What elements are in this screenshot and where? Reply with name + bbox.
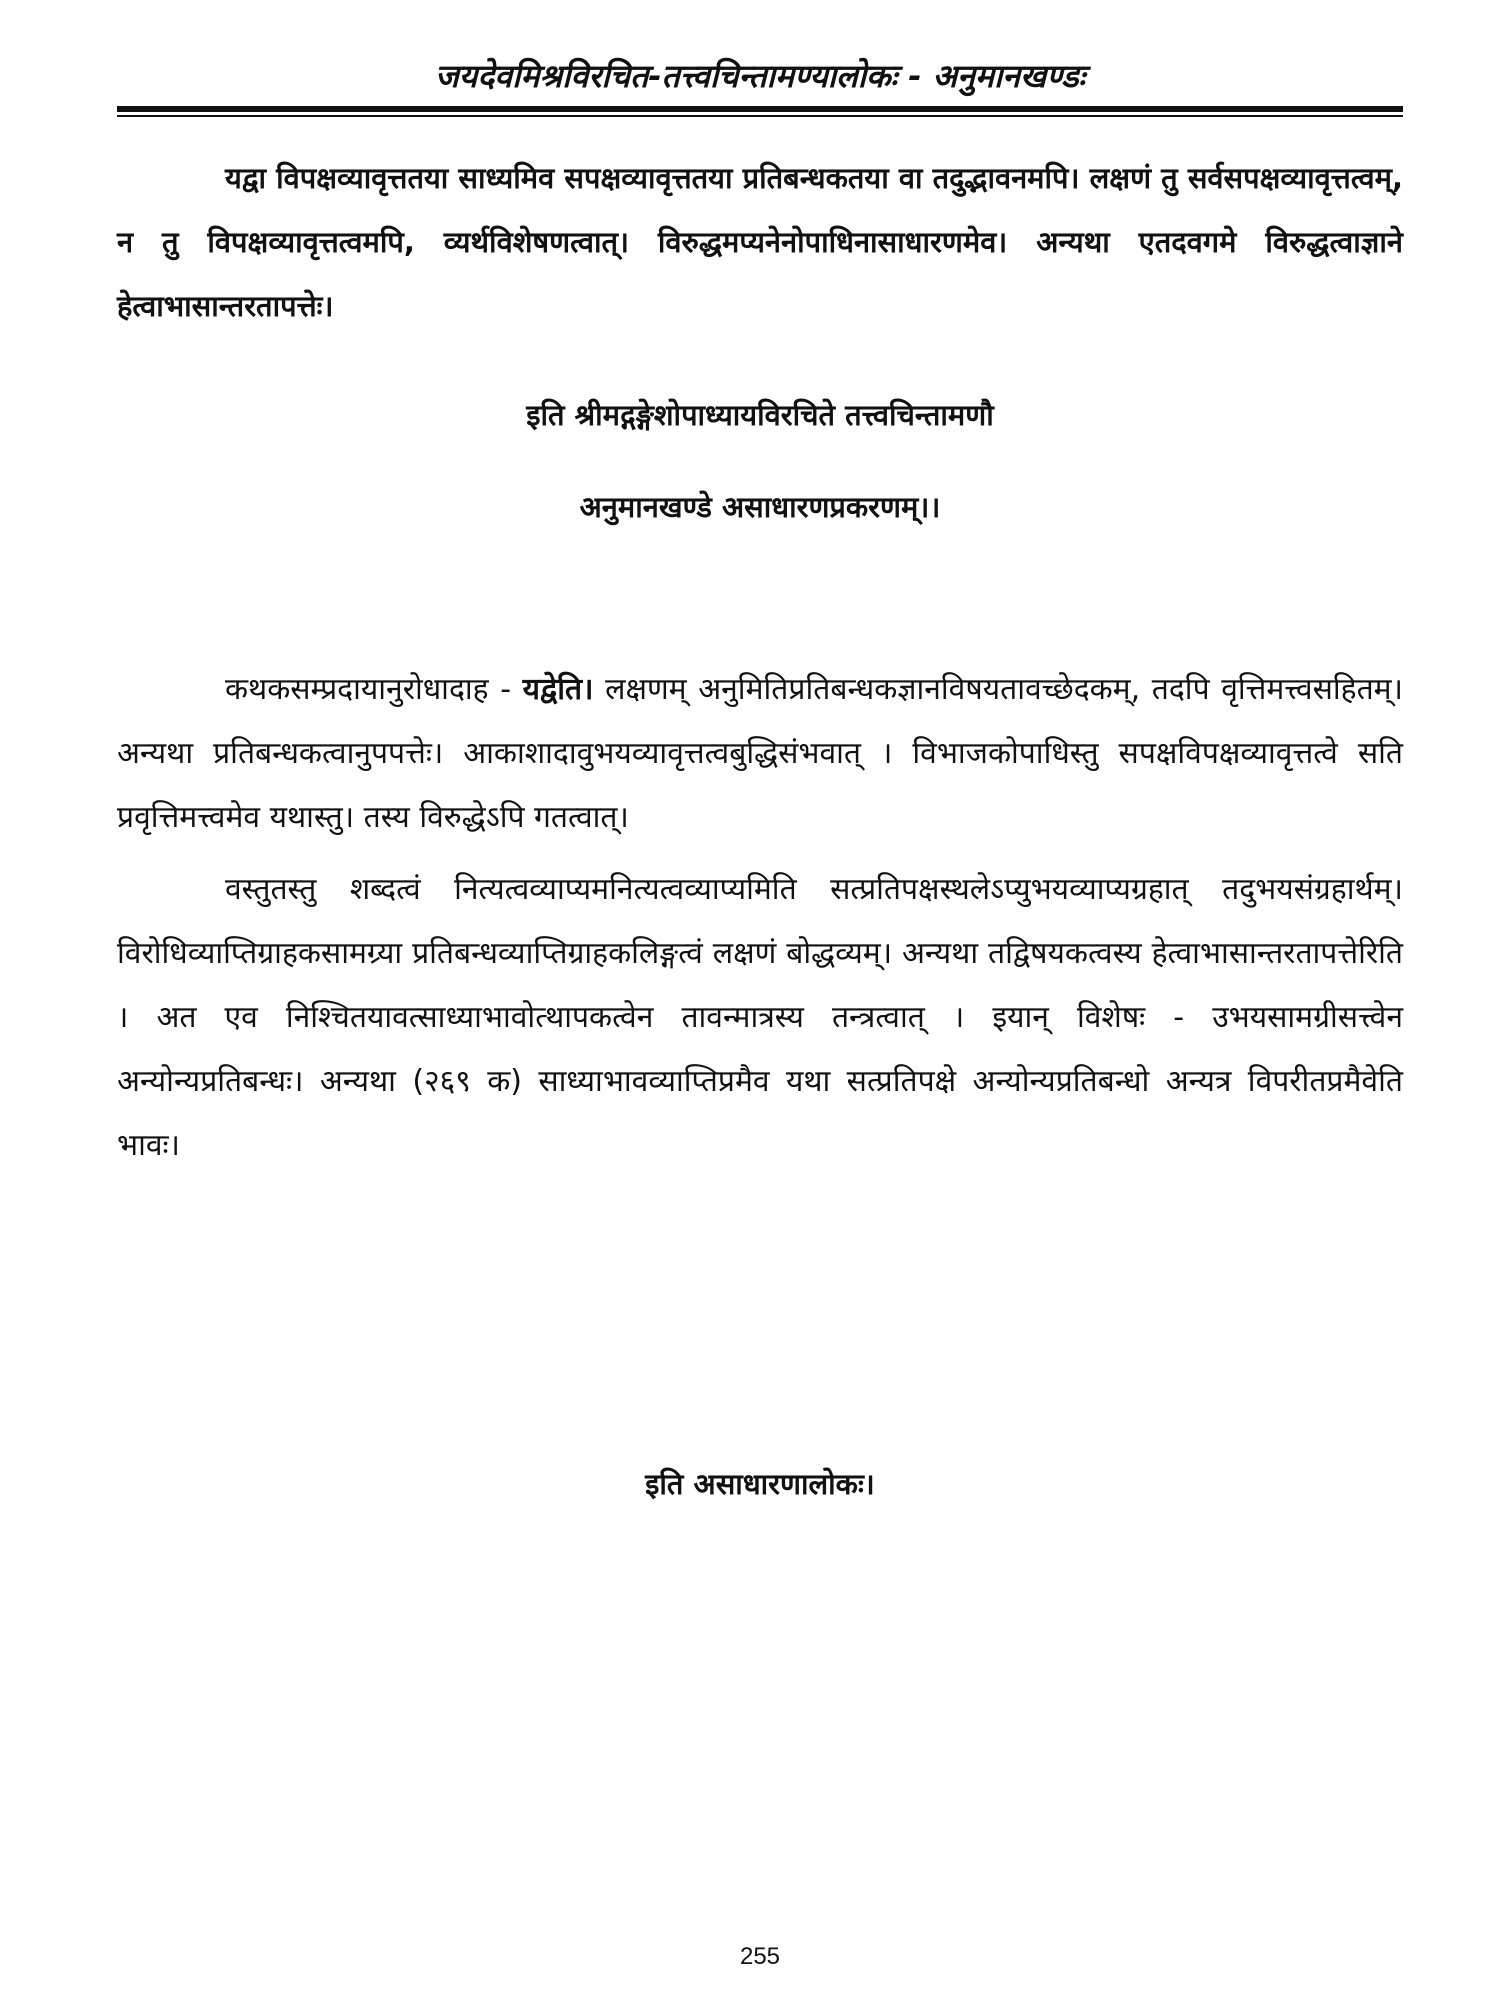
header-rule-thick: [117, 106, 1403, 112]
page-number: 255: [739, 1943, 781, 1970]
commentary-paragraph-2: वस्तुतस्तु शब्दत्वं नित्यत्वव्याप्यमनित्यत्वव्याप्यमिति सत्प्रतिपक्षस्थलेऽप्युभयव्याप्यग्रहात् तदुभयसंग्रहार्थम्। विरोधिव्याप्तिग्राहकसामग्र्या प्रतिबन्धव्याप्तिग्राहकलिङ्गत्वं लक्षणं बोद्धव्यम्। अन्यथा तद्विषयकत्वस्य हेत्वाभासान्तरतापत्तेरिति । अत एव निश्चितयावत्साध्याभावोत्थापकत्वेन तावन्मात्रस्य तन्त्रत्वात् । इयान् विशेषः - उभयसामग्रीसत्त्वेन अन्योन्यप्रतिबन्धः। अन्यथा (२६९ क) साध्याभावव्याप्तिप्रमैव यथा सत्प्रतिपक्षे अन्योन्यप्रतिबन्धो अन्यत्र विपरीतप्रमैवेति भावः।: [117, 872, 1403, 1163]
commentary-para1-text: लक्षणम् अनुमितिप्रतिबन्धकज्ञानविषयतावच्छेदकम्, तदपि वृत्तिमत्त्वसहितम्। अन्यथा प्रतिबन्धकत्वानुपपत्तेः। आकाशादावुभयव्यावृत्तत्वबुद्धिसंभवात् । विभाजकोपाधिस्तु सपक्षविपक्षव्यावृत्तत्वे सति प्रवृत्तिमत्त्वमेव यथास्तु। तस्य विरुद्धेऽपि गतत्वात्।: [117, 672, 1403, 835]
commentary-block: [117, 658, 1403, 1178]
colophon-line-1: इति श्रीमद्गङ्गेशोपाध्यायविरचिते तत्त्वचिन्तामणौ: [526, 398, 994, 432]
header-rule-thin: [117, 115, 1403, 117]
running-head: जयदेवमिश्रविरचित-तत्त्वचिन्तामण्यालोकः - अनुमानखण्डः: [435, 57, 1085, 95]
commentary-pratika: यद्वेति।: [522, 672, 594, 707]
commentary-lead: कथकसम्प्रदायानुरोधादाह -: [225, 672, 523, 707]
closing-line: इति असाधारणालोकः।: [645, 1467, 875, 1501]
colophon-line-2: अनुमानखण्डे असाधारणप्रकरणम्।।: [579, 490, 941, 524]
root-text-paragraph: यद्वा विपक्षव्यावृत्ततया साध्यमिव सपक्षव्यावृत्ततया प्रतिबन्धकतया वा तदुद्भावनमपि। लक्षणं तु सर्वसपक्षव्यावृत्तत्वम्, न तु विपक्षव्यावृत्तत्वमपि, व्यर्थविशेषणत्वात्। विरुद्धमप्यनेनोपाधिनासाधारणमेव। अन्यथा एतदवगमे विरुद्धत्वाज्ञाने हेत्वाभासान्तरतापत्तेः।: [117, 161, 1403, 323]
root-text-block: [117, 146, 1403, 338]
commentary-paragraph-1: [117, 658, 1403, 850]
